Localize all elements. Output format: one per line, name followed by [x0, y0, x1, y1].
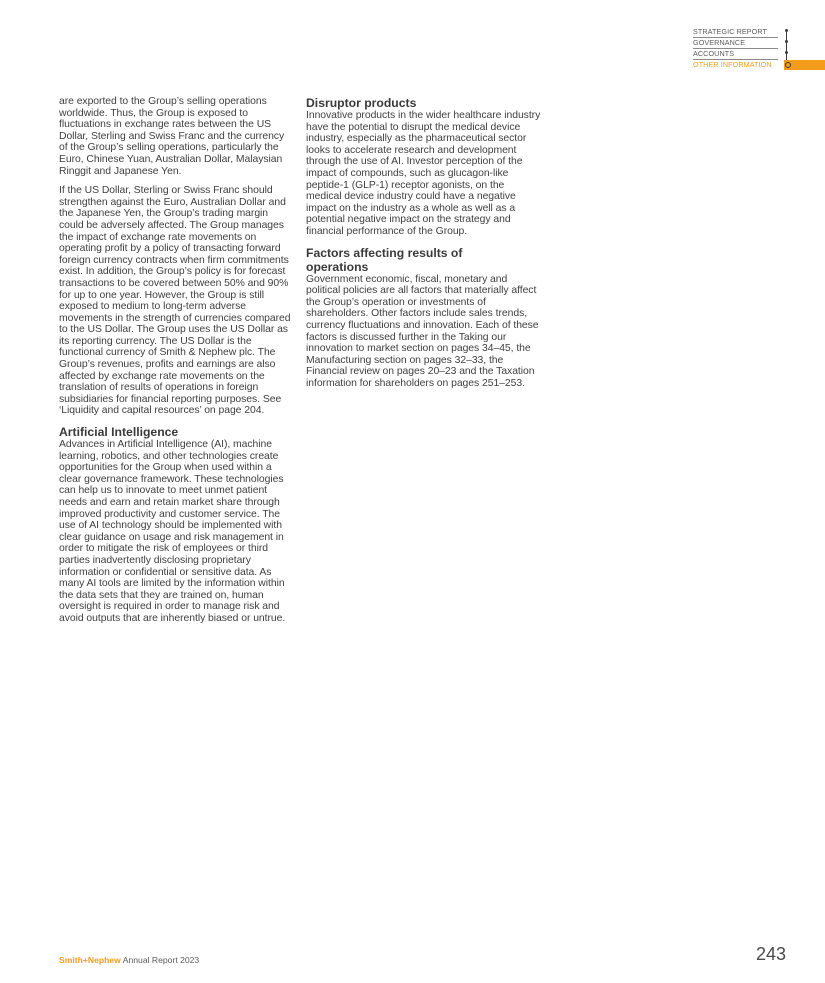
nav-strategic-report[interactable]: STRATEGIC REPORT — [693, 27, 778, 38]
disruptor-products-heading: Disruptor products — [306, 96, 417, 110]
factors-affecting-results-heading: Factors affecting results of operations — [306, 245, 463, 274]
nav-tick — [785, 40, 788, 43]
disruptor-products-paragraph: Innovative products in the wider healthcare industry have the potential to disrupt the medical device industry, especially as the pharmaceutical sector looks to accelerate research and development through the use of AI. Investor perception of the impact of compounds, such as glucagon-like peptide-1 (GLP-1) receptor agonists, on the medical device industry could have a negative impact on the industry as a whole as well as a potential negative impact on the strategy and financial performance of the Group. — [306, 110, 541, 237]
nav-other-information[interactable]: OTHER INFORMATION — [693, 60, 772, 69]
section-nav — [693, 26, 825, 72]
artificial-intelligence-heading: Artificial Intelligence — [59, 425, 179, 440]
page-number: 243 — [755, 944, 786, 964]
nav-governance[interactable]: GOVERNANCE — [693, 38, 778, 49]
text-column-left — [59, 96, 295, 633]
nav-accounts[interactable]: ACCOUNTS — [693, 49, 778, 60]
active-section-dot — [785, 62, 791, 68]
footer — [59, 955, 199, 965]
brand-name: Smith+Nephew — [59, 955, 121, 965]
currency-exposure-paragraph: are exported to the Group’s selling operations worldwide. Thus, the Group is exposed to fluctuations in exchange rates between the US Dollar, Sterling and Swiss Franc and the currency of the Group’s selling operations, particularly the Euro, Chinese Yuan, Australian Dollar, Malaysian Ringgit and Japanese Yen. — [59, 96, 285, 177]
nav-tick — [785, 29, 788, 32]
nav-tick — [785, 51, 788, 54]
text-column-right — [306, 96, 542, 397]
currency-impact-paragraph: If the US Dollar, Sterling or Swiss Franc should strengthen against the Euro, Australian Dollar and the Japanese Yen, the Group’s trading margin could be adversely affected. The Group manages the impact of exchange rate movements on operating profit by a policy of transacting forward foreign currency contracts when firm commitments exist. In addition, the Group’s policy is for forecast transactions to be covered between 50% and 90% for up to one year. However, the Group is still exposed to medium to long-term adverse movements in the strength of currencies compared to the US Dollar. The Group uses the US Dollar as its reporting currency. The US Dollar is the functional currency of Smith & Nephew plc. The Group’s revenues, profits and earnings are also affected by exchange rate movements on the translation of results of operations in foreign subsidiaries for financial reporting purposes. See ‘Liquidity and capital resources’ on page 204. — [59, 185, 291, 417]
artificial-intelligence-paragraph: Advances in Artificial Intelligence (AI), machine learning, robotics, and other technologies create opportunities for the Group when used within a clear governance framework. These technologies can help us to innovate to meet unmet patient needs and earn and retain market share through improved productivity and customer service. The use of AI technology should be implemented with clear guidance on usage and risk management in order to mitigate the risk of employees or third parties inadvertently disclosing proprietary information or confidential or sensitive data. As many AI tools are limited by the information within the data sets that they are trained on, human oversight is required in order to manage risk and avoid outputs that are inherently biased or untrue. — [59, 439, 286, 624]
factors-affecting-results-paragraph: Government economic, fiscal, monetary and political policies are all factors that materially affect the Group’s operation or investments of shareholders. Other factors include sales trends, currency fluctuations and innovation. Each of these factors is discussed further in the Taking our innovation to market section on pages 34–45, the Manufacturing section on pages 32–33, the Financial review on pages 20–23 and the Taxation information for shareholders on pages 251–253. — [306, 273, 539, 389]
nav-rail — [786, 30, 787, 63]
report-title: Annual Report 2023 — [122, 955, 200, 965]
